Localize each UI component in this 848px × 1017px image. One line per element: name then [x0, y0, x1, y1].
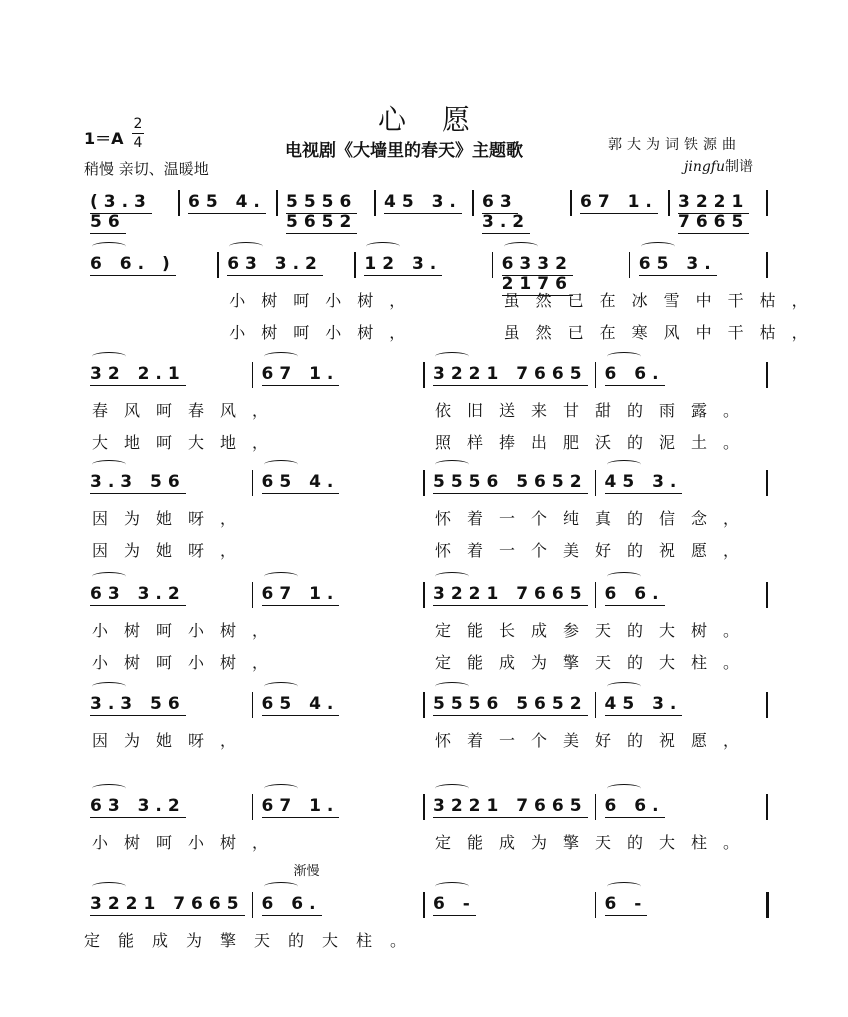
lyric-line: 依旧送来甘甜的雨露。 [435, 401, 756, 420]
barline [766, 362, 768, 388]
measure-notes-text: 67 1. [261, 584, 340, 604]
slur [366, 242, 400, 251]
barline [252, 582, 254, 608]
measure-notes [90, 192, 174, 232]
measure-notes-text: 67 1. [261, 796, 340, 816]
measure-notes-text: 6 - [604, 894, 648, 914]
measure-notes [90, 694, 248, 714]
slur [607, 352, 641, 361]
measure-notes-text: 65 4. [188, 192, 266, 212]
barline [766, 692, 768, 718]
arranger-name: jingfu [684, 159, 725, 175]
barline [766, 190, 768, 216]
barline [252, 362, 254, 388]
slur [92, 460, 126, 469]
measure-notes-text: 6 6. [604, 584, 665, 604]
measure-notes [580, 192, 664, 212]
lyric-line: 虽然已在冰雪中干枯， [503, 291, 824, 310]
barline [423, 582, 425, 608]
slur [435, 682, 469, 691]
lyric-line: 小树呵小树， [92, 833, 285, 852]
slur [607, 682, 641, 691]
slur [229, 242, 263, 251]
barline [595, 794, 597, 820]
credits: 郭大为词铁源曲 [608, 137, 741, 153]
measure-notes [433, 694, 591, 714]
barline [178, 190, 180, 216]
measure-notes-text: 3.3 56 [90, 472, 186, 492]
measure-notes [227, 254, 350, 274]
barline [423, 362, 425, 388]
measure-notes [90, 584, 248, 604]
measure-notes-text: 3221 7665 [433, 584, 588, 604]
barline [423, 794, 425, 820]
measure-notes [188, 192, 272, 212]
measure-notes [286, 192, 370, 232]
time-signature-bottom: 4 [133, 135, 143, 151]
measure-notes [262, 694, 420, 714]
slur [92, 572, 126, 581]
measure-notes-text: 67 1. [261, 364, 340, 384]
key-signature: 1＝A [84, 129, 124, 148]
barline [766, 794, 768, 820]
slur [607, 460, 641, 469]
measure-notes [90, 894, 248, 914]
measure-notes [639, 254, 762, 274]
barline [629, 252, 631, 278]
measure-notes [433, 364, 591, 384]
measure-notes [364, 254, 487, 274]
measure-notes [605, 796, 763, 816]
measure-notes-text: 63 3.2 [90, 584, 186, 604]
measure-notes [262, 796, 420, 816]
measure-notes [384, 192, 468, 212]
arranger-suffix: 制谱 [725, 159, 753, 175]
measure-notes [605, 894, 763, 914]
measure-notes [90, 364, 248, 384]
barline [423, 692, 425, 718]
measure-notes-text: 12 3. [364, 254, 443, 274]
slur [264, 572, 298, 581]
measure-notes [605, 364, 763, 384]
barline [570, 190, 572, 216]
final-barline [766, 892, 769, 918]
barline [276, 190, 278, 216]
time-signature [132, 116, 144, 151]
lyric-line: 小树呵小树， [229, 291, 422, 310]
measure-notes-text: 5556 5652 [433, 472, 588, 492]
measure-notes [262, 472, 420, 492]
measure-notes-text: 6332 2176 [501, 254, 573, 294]
lyric-line: 怀着一个美好的祝愿， [435, 731, 756, 750]
measure-notes-text: 3221 7665 [433, 796, 588, 816]
slur [435, 572, 469, 581]
tempo-marking: 稍慢 亲切、温暖地 [84, 160, 209, 178]
measure-notes-text: (3.3 56 [90, 192, 152, 232]
barline [252, 470, 254, 496]
lyric-line: 大地呵大地， [92, 433, 285, 452]
lyric-line: 怀着一个纯真的信念， [435, 509, 756, 528]
measure-notes-text: 63 3.2 [90, 796, 186, 816]
barline [374, 190, 376, 216]
barline [595, 692, 597, 718]
song-title: 心愿 [377, 103, 506, 136]
lyric-line: 小树呵小树， [229, 323, 422, 342]
time-signature-top: 2 [133, 116, 143, 132]
slur [264, 460, 298, 469]
measure-notes-text: 3221 7665 [678, 192, 750, 232]
measure-notes [433, 796, 591, 816]
measure-notes-text: 45 3. [604, 694, 683, 714]
measure-notes [262, 894, 420, 914]
slur [264, 784, 298, 793]
lyric-line: 定能长成参天的大树。 [435, 621, 756, 640]
measure-notes-text: 6 6. [604, 796, 665, 816]
measure-notes-text: 3.3 56 [90, 694, 186, 714]
slur [607, 784, 641, 793]
measure-notes [433, 894, 591, 914]
measure-notes-text: 6 6. [604, 364, 665, 384]
barline [668, 190, 670, 216]
measure-notes-text: 65 4. [261, 472, 340, 492]
slur [435, 352, 469, 361]
barline [595, 892, 597, 918]
measure-notes [482, 192, 566, 232]
lyric-line: 定能成为擎天的大柱。 [435, 833, 756, 852]
measure-notes-text: 65 4. [261, 694, 340, 714]
slur [92, 682, 126, 691]
time-signature-line [132, 133, 144, 134]
measure-notes [605, 584, 763, 604]
song-subtitle: 电视剧《大墙里的春天》主题歌 [285, 141, 523, 161]
measure-notes [605, 472, 763, 492]
measure-notes-text: 63 3.2 [482, 192, 531, 232]
barline [766, 252, 768, 278]
lyric-line: 春风呵春风， [92, 401, 285, 420]
lyric-line: 因为她呀， [92, 541, 253, 560]
barline [766, 470, 768, 496]
measure-notes-text: 63 3.2 [227, 254, 323, 274]
slur [435, 460, 469, 469]
slur [264, 882, 298, 891]
measure-notes-text: 6 - [433, 894, 476, 914]
barline [766, 582, 768, 608]
barline [423, 470, 425, 496]
measure-notes [90, 796, 248, 816]
barline [217, 252, 219, 278]
measure-notes [90, 472, 248, 492]
measure-notes-text: 3221 7665 [433, 364, 588, 384]
lyric-line: 小树呵小树， [92, 621, 285, 640]
barline [595, 470, 597, 496]
slur [264, 352, 298, 361]
barline [252, 892, 254, 918]
slur [435, 784, 469, 793]
barline [595, 362, 597, 388]
slur [264, 682, 298, 691]
barline [252, 794, 254, 820]
slur [92, 242, 126, 251]
measure-notes-text: 5556 5652 [286, 192, 358, 232]
barline [472, 190, 474, 216]
measure-notes-text: 3221 7665 [90, 894, 245, 914]
measure-notes [90, 254, 213, 274]
slur [641, 242, 675, 251]
slur [607, 572, 641, 581]
measure-notes-text: 6 6. [261, 894, 322, 914]
lyric-line: 虽然已在寒风中干枯， [503, 323, 824, 342]
slur [92, 882, 126, 891]
lyric-line: 因为她呀， [92, 509, 253, 528]
slur [607, 882, 641, 891]
measure-notes-text: 5556 5652 [433, 694, 588, 714]
lyric-line: 因为她呀， [92, 731, 253, 750]
tempo-annotation: 渐慢 [293, 864, 320, 879]
slur [92, 352, 126, 361]
measure-notes-text: 45 3. [384, 192, 462, 212]
measure-notes-text: 6 6. ) [90, 254, 176, 274]
slur [504, 242, 538, 251]
barline [354, 252, 356, 278]
lyric-line: 照样捧出肥沃的泥土。 [435, 433, 756, 452]
barline [595, 582, 597, 608]
measure-notes-text: 32 2.1 [90, 364, 186, 384]
measure-notes-text: 67 1. [580, 192, 658, 212]
measure-notes-text: 65 3. [638, 254, 717, 274]
barline [423, 892, 425, 918]
lyric-line: 定能成为擎天的大柱。 [84, 931, 425, 950]
arranger-credit [684, 156, 753, 176]
lyric-line: 定能成为擎天的大柱。 [435, 653, 756, 672]
lyric-line: 怀着一个美好的祝愿， [435, 541, 756, 560]
measure-notes [262, 364, 420, 384]
measure-notes [605, 694, 763, 714]
lyric-line: 小树呵小树， [92, 653, 285, 672]
measure-notes [433, 472, 591, 492]
measure-notes [262, 584, 420, 604]
slur [435, 882, 469, 891]
measure-notes-text: 45 3. [604, 472, 683, 492]
measure-notes [433, 584, 591, 604]
slur [92, 784, 126, 793]
barline [492, 252, 494, 278]
measure-notes [678, 192, 762, 232]
barline [252, 692, 254, 718]
